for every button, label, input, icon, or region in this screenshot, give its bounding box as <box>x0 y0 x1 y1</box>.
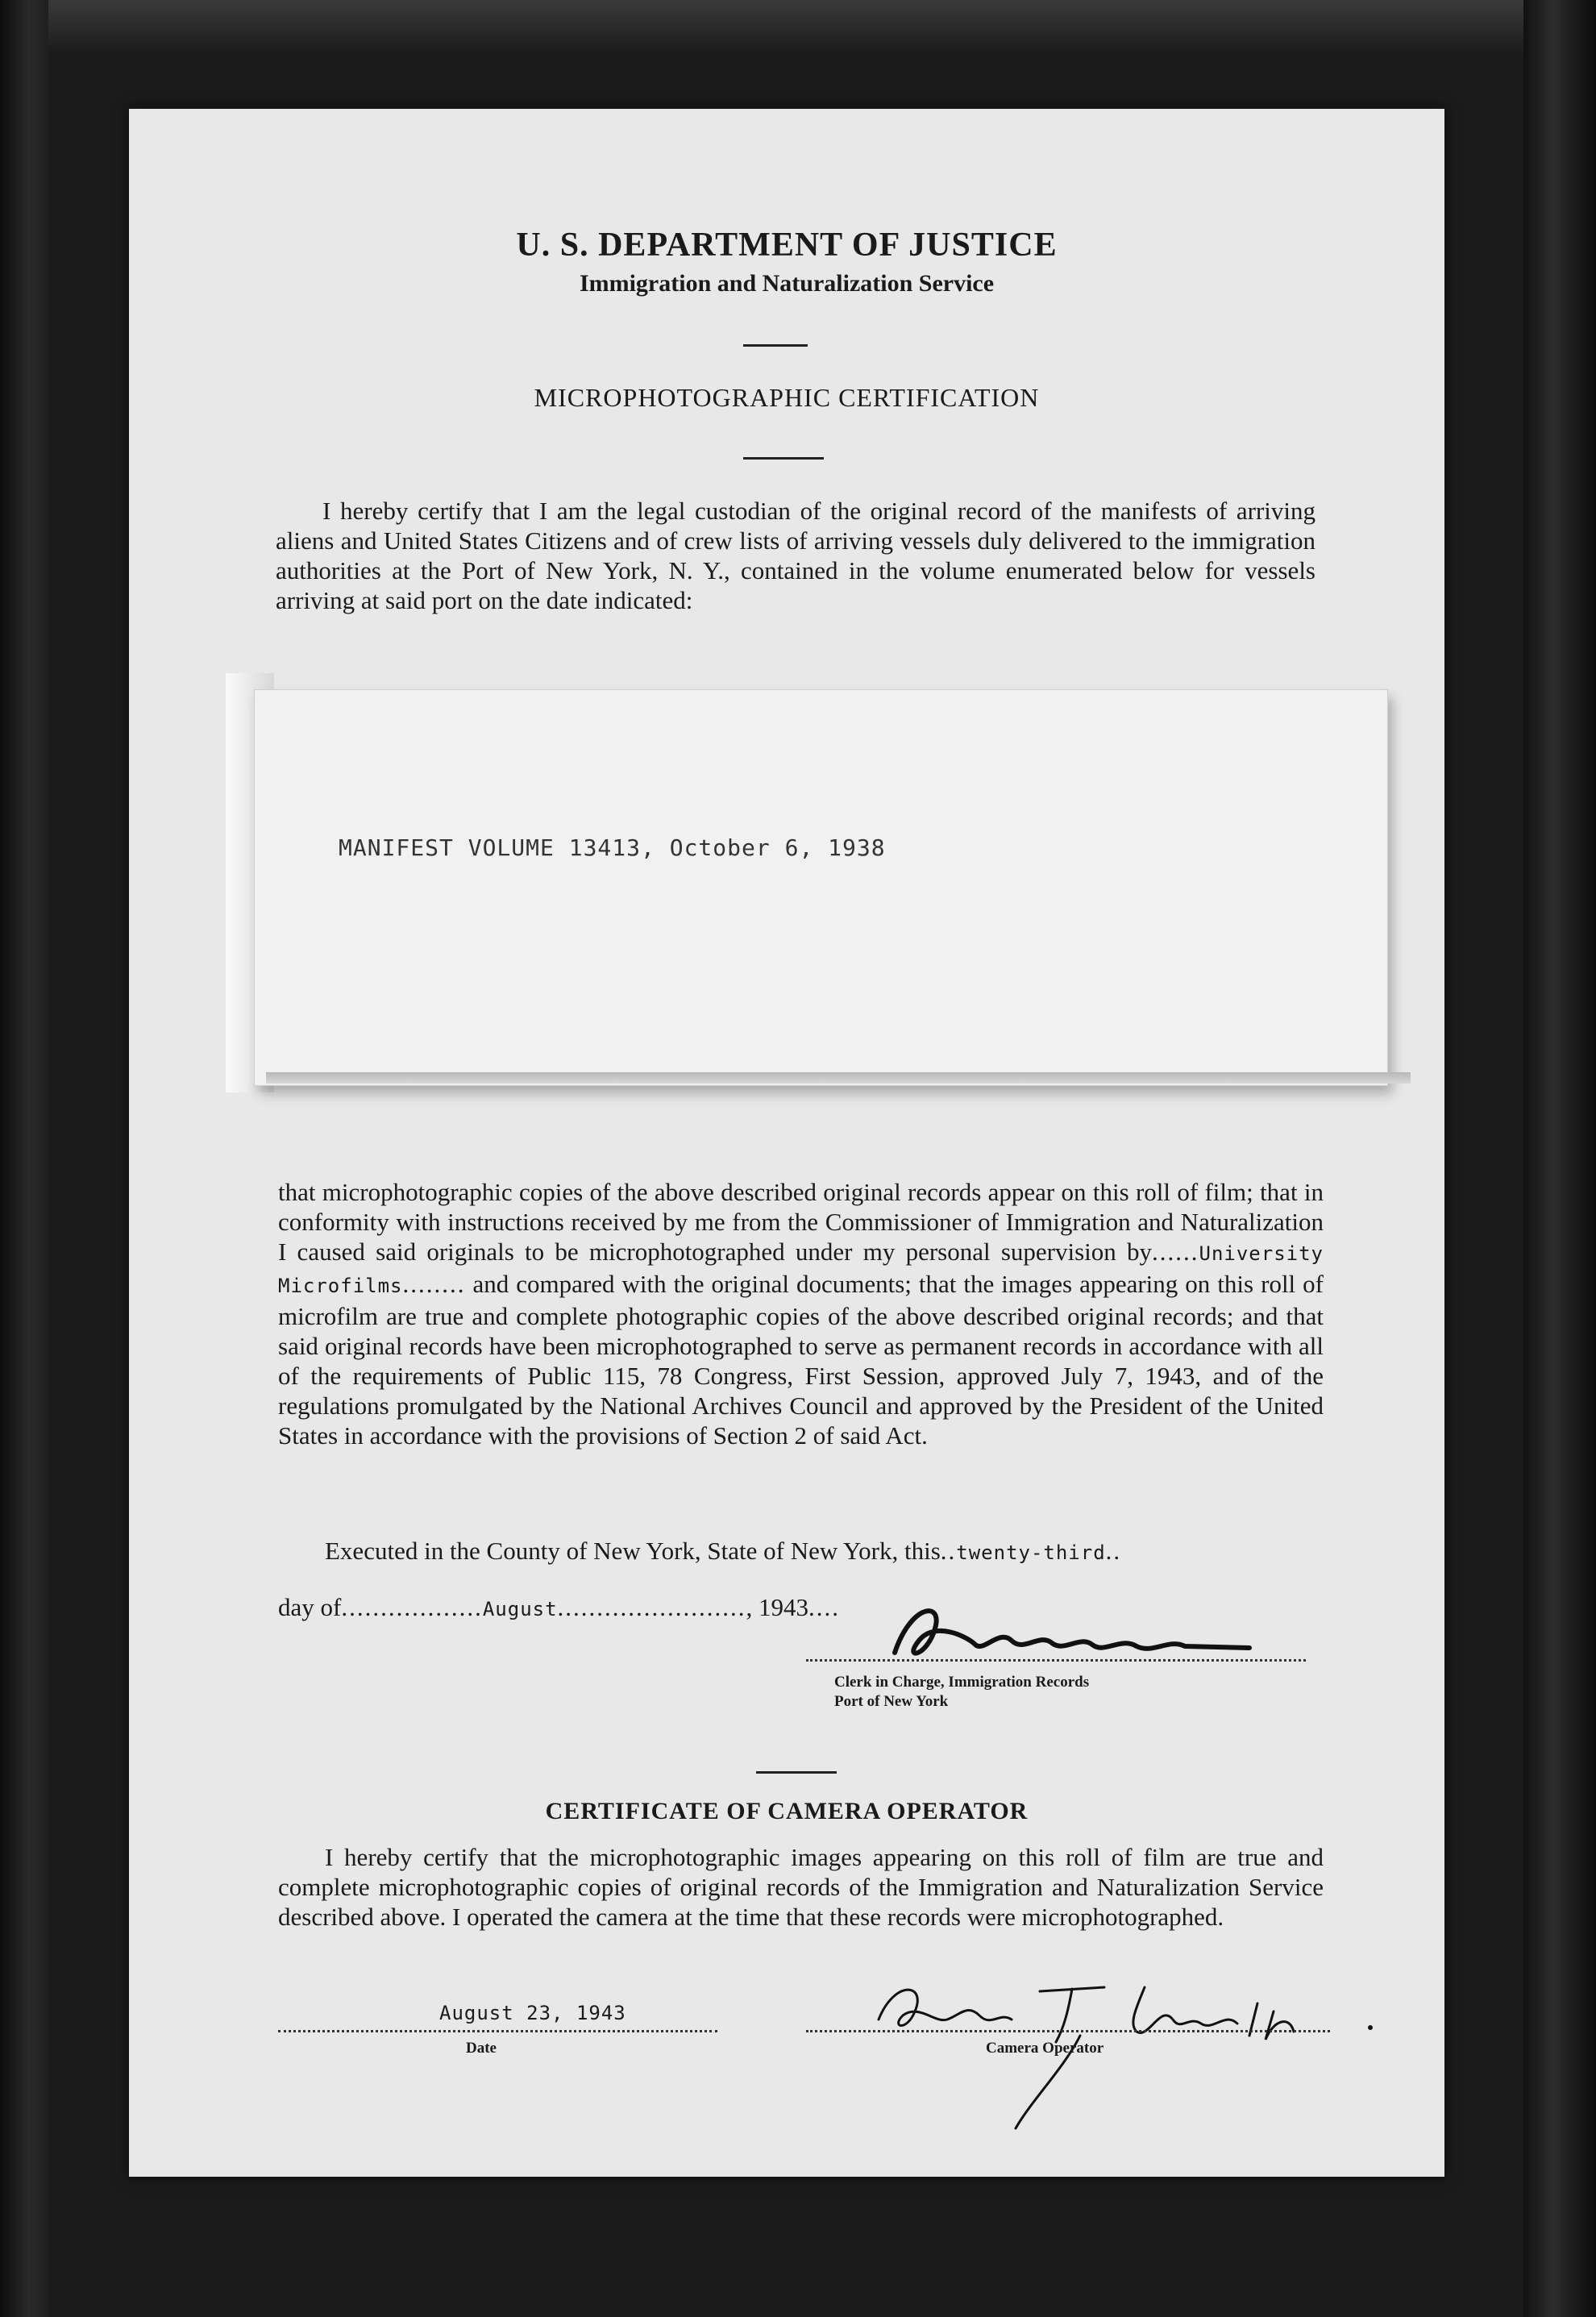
department-title: U. S. DEPARTMENT OF JUSTICE <box>516 227 1058 264</box>
supervisor-typed: University Microfilms <box>278 1242 1324 1297</box>
manifest-inset-card <box>254 689 1388 1086</box>
clerk-caption-port: Port of New York <box>834 1693 949 1710</box>
clerk-caption-title: Clerk in Charge, Immigration Records <box>834 1674 1090 1691</box>
dot-leader: .. <box>1105 1537 1122 1565</box>
film-edge-left <box>0 0 48 2317</box>
operator-caption: Camera Operator <box>986 2040 1104 2057</box>
inset-shadow <box>266 1072 1411 1084</box>
body-text-part2: and compared with the original documents; that the images appearing on this roll of microfilm are true and complete photographic copies of the above described original records; and that said original records have been microphotographed to serve as permanent records in accordance with all of the requirements of Public 115, 78 Congress, First Session, approved July 7, 1943, and of the regulations promulgated by the National Archives Council and approved by the President of the United States in accordance with the provisions of Section 2 of said Act. <box>278 1270 1324 1450</box>
service-subtitle: Immigration and Naturalization Service <box>579 270 995 297</box>
camera-operator-text: I hereby certify that the microphotographic images appearing on this roll of film are true and complete microphotographic copies of original records of the Immigration and Naturalization Service described above. I operated the camera at the time that these records were microphotographed. <box>278 1843 1324 1931</box>
intro-paragraph: I hereby certify that I am the legal custodian of the original record of the manifests of arriving aliens and United States Citizens and of crew lists of arriving vessels duly delivered to the immigration authorities at the Port of New York, N. Y., contained in the volume enumerated below for vessels arriving at said port on the date indicated: <box>276 497 1315 614</box>
year-text: , 1943 <box>746 1593 809 1621</box>
execution-line <box>278 1536 1324 1568</box>
execution-text: Executed in the County of New York, State of New York, this <box>325 1537 941 1565</box>
film-edge-top <box>0 0 1596 56</box>
camera-operator-title: CERTIFICATE OF CAMERA OPERATOR <box>545 1798 1029 1824</box>
clerk-signature-line <box>806 1659 1306 1662</box>
dot-leader: ........................ <box>557 1593 746 1621</box>
day-of-label: day of <box>278 1593 342 1621</box>
dot-leader: .................. <box>341 1593 483 1621</box>
operator-signature-icon <box>871 1947 1386 2132</box>
manifest-volume-text: MANIFEST VOLUME 13413, October 6, 1938 <box>339 834 886 861</box>
operator-signature-line <box>806 2030 1330 2032</box>
clerk-caption <box>834 1673 1089 1712</box>
month-typed: August <box>482 1598 558 1620</box>
dot-leader: .... <box>808 1593 841 1621</box>
date-caption: Date <box>466 2040 497 2057</box>
dot-leader: .. <box>940 1537 957 1565</box>
certificate-page <box>129 109 1444 2177</box>
clerk-signature-icon <box>879 1596 1266 1665</box>
dot-leader: ........ <box>402 1270 466 1298</box>
date-typed: August 23, 1943 <box>439 2002 626 2024</box>
date-line <box>278 2030 717 2032</box>
certification-title: MICROPHOTOGRAPHIC CERTIFICATION <box>534 383 1040 412</box>
body-text-part1: that microphotographic copies of the above described original records appear on this roll of film; that in conformity with instructions received by me from the Commissioner of Immigration and Naturalization I caused said originals to be microphotographed under my personal supervision by <box>278 1178 1324 1266</box>
divider-rule <box>743 344 808 347</box>
dot-leader: ...... <box>1152 1238 1199 1266</box>
day-typed: twenty-third <box>956 1541 1106 1564</box>
film-edge-right <box>1523 0 1596 2317</box>
divider-rule <box>756 1771 837 1774</box>
divider-rule <box>743 457 824 460</box>
certification-body <box>278 1177 1324 1450</box>
